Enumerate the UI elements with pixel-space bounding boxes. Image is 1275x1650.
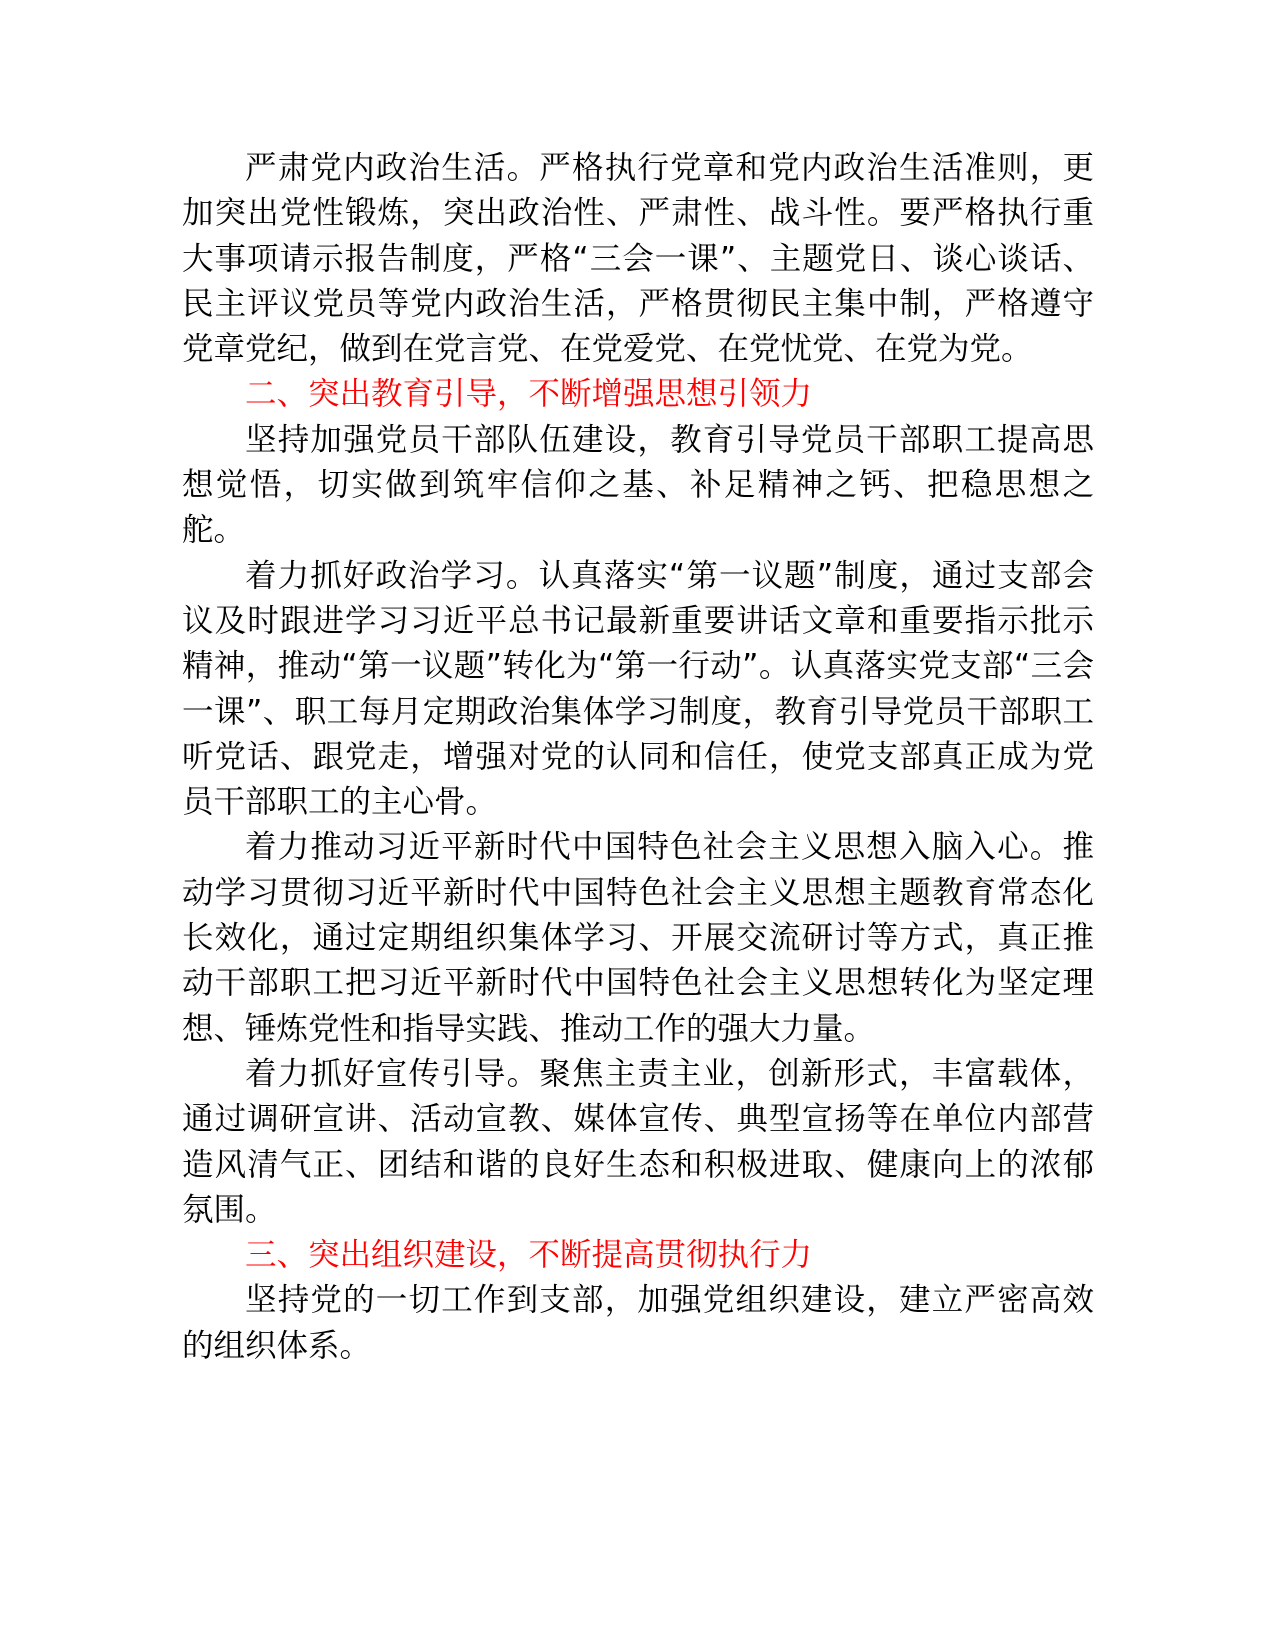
document-page <box>182 146 1094 1369</box>
paragraph-organization: 坚持党的一切工作到支部，加强党组织建设，建立严密高效的组织体系。 <box>182 1282 1094 1364</box>
section-heading-3: 三、突出组织建设，不断提高贯彻执行力 <box>245 1237 813 1274</box>
paragraph-political-study: 着力抓好政治学习。认真落实“第一议题”制度，通过支部会议及时跟进学习习近平总书记最新重要讲话文章和重要指示批示精神，推动“第一议题”转化为“第一行动”。认真落实党支部“三会一课”、职工每月定期政治集体学习制度，教育引导党员干部职工听党话、跟党走，增强对党的认同和信任，使党支部真正成为党员干部职工的主心骨。 <box>182 557 1094 821</box>
paragraph-strict-party-life: 严肃党内政治生活。严格执行党章和党内政治生活准则，更加突出党性锻炼，突出政治性、严肃性、战斗性。要严格执行重大事项请示报告制度，严格“三会一课”、主题党日、谈心谈话、民主评议党员等党内政治生活，严格贯彻民主集中制，严格遵守党章党纪，做到在党言党、在党爱党、在党忧党、在党为党。 <box>182 150 1094 368</box>
section-heading-2: 二、突出教育引导，不断增强思想引领力 <box>245 376 813 413</box>
paragraph-thought-promotion: 着力推动习近平新时代中国特色社会主义思想入脑入心。推动学习贯彻习近平新时代中国特色社会主义思想主题教育常态化长效化，通过定期组织集体学习、开展交流研讨等方式，真正推动干部职工把习近平新时代中国特色社会主义思想转化为坚定理想、锤炼党性和指导实践、推动工作的强大力量。 <box>182 829 1094 1047</box>
paragraph-team-building: 坚持加强党员干部队伍建设，教育引导党员干部职工提高思想觉悟，切实做到筑牢信仰之基、补足精神之钙、把稳思想之舵。 <box>182 421 1094 549</box>
paragraph-publicity: 着力抓好宣传引导。聚焦主责主业，创新形式，丰富载体，通过调研宣讲、活动宣教、媒体宣传、典型宣扬等在单位内部营造风清气正、团结和谐的良好生态和积极进取、健康向上的浓郁氛围。 <box>182 1055 1094 1228</box>
